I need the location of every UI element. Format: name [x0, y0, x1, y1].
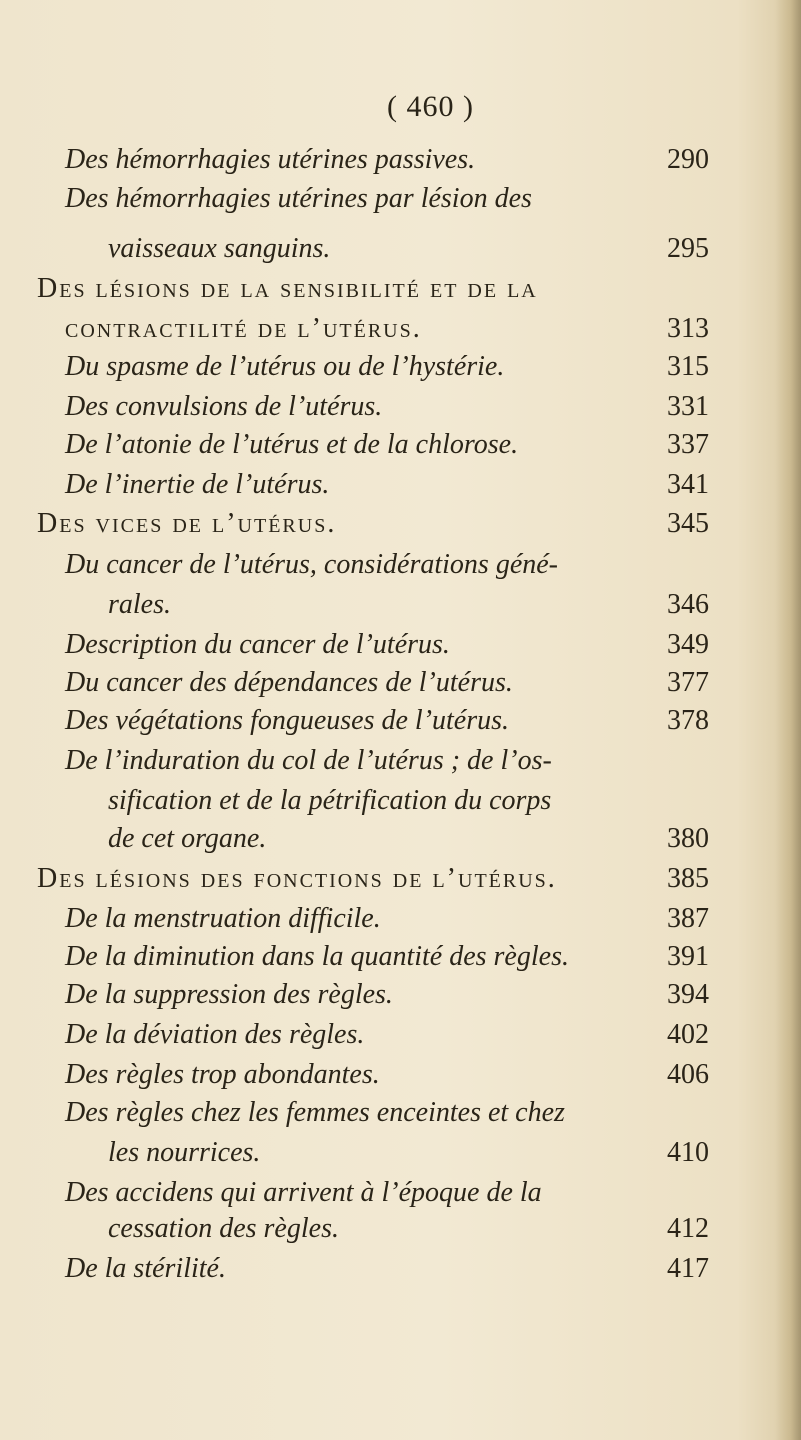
- toc-entry-title: Des règles trop abondantes.: [65, 1059, 380, 1090]
- toc-entry: [0, 666, 801, 700]
- toc-entry-page-number: 406: [667, 1059, 709, 1090]
- toc-entry-page-number: 412: [667, 1213, 709, 1244]
- toc-entry: [0, 1058, 801, 1092]
- toc-entry-title: Des végétations fongueuses de l’utérus.: [65, 705, 510, 736]
- toc-entry-page-number: 290: [667, 144, 709, 175]
- toc-entry-title: Des convulsions de l’utérus.: [65, 391, 383, 422]
- toc-entry-title: Des vices de l’utérus.: [37, 508, 337, 539]
- toc-entry: [0, 1096, 801, 1130]
- toc-entry-page-number: 313: [667, 313, 709, 344]
- toc-entry-title: vaisseaux sanguins.: [108, 233, 331, 264]
- toc-entry-page-number: 385: [667, 863, 709, 894]
- toc-entry: [0, 182, 801, 216]
- toc-entry: [0, 468, 801, 502]
- toc-entry: [0, 902, 801, 936]
- toc-entry-title: Description du cancer de l’utérus.: [65, 629, 450, 660]
- toc-entry-page-number: 387: [667, 903, 709, 934]
- toc-entry-page-number: 295: [667, 233, 709, 264]
- toc-entry: [0, 1212, 801, 1246]
- toc-entry-title: De la déviation des règles.: [65, 1019, 365, 1050]
- toc-entry-page-number: 417: [667, 1253, 709, 1284]
- toc-entry-page-number: 391: [667, 941, 709, 972]
- toc-entry-title: rales.: [108, 589, 171, 620]
- page-number-header: ( 460 ): [387, 90, 474, 123]
- toc-entry-title: Des règles chez les femmes enceintes et chez: [65, 1097, 565, 1128]
- toc-entry: [0, 548, 801, 582]
- toc-entry-title: De la stérilité.: [65, 1253, 226, 1284]
- toc-entry-page-number: 346: [667, 589, 709, 620]
- toc-entry: [0, 704, 801, 738]
- toc-entry-page-number: 377: [667, 667, 709, 698]
- toc-entry-page-number: 380: [667, 823, 709, 854]
- toc-entry-page-number: 345: [667, 508, 709, 539]
- toc-entry: [0, 507, 801, 541]
- toc-entry-page-number: 402: [667, 1019, 709, 1050]
- toc-entry: [0, 784, 801, 818]
- toc-entry-title: contractilité de l’utérus.: [65, 313, 422, 344]
- toc-entry: [0, 862, 801, 896]
- toc-entry-title: De la suppression des règles.: [65, 979, 393, 1010]
- toc-entry: [0, 1252, 801, 1286]
- toc-entry-title: De l’induration du col de l’utérus ; de l’os-: [65, 745, 552, 776]
- toc-entry: [0, 272, 801, 306]
- toc-entry-title: Des hémorrhagies utérines par lésion des: [65, 183, 532, 214]
- toc-entry: [0, 1136, 801, 1170]
- toc-entry: [0, 390, 801, 424]
- toc-entry: [0, 940, 801, 974]
- toc-entry: [0, 232, 801, 266]
- toc-entry-title: Des lésions de la sensibilité et de la: [37, 273, 538, 304]
- toc-entry: [0, 350, 801, 384]
- toc-entry-title: Des hémorrhagies utérines passives.: [65, 144, 476, 175]
- toc-entry: [0, 628, 801, 662]
- toc-entry: [0, 1176, 801, 1210]
- toc-entry: [0, 143, 801, 177]
- toc-entry-title: de cet organe.: [108, 823, 267, 854]
- toc-entry: [0, 588, 801, 622]
- toc-entry-title: De la diminution dans la quantité des règles.: [65, 941, 569, 972]
- toc-entry: [0, 744, 801, 778]
- toc-entry-page-number: 394: [667, 979, 709, 1010]
- toc-entry-page-number: 410: [667, 1137, 709, 1168]
- toc-entry-title: Du cancer de l’utérus, considérations géné-: [65, 549, 558, 580]
- toc-entry-page-number: 315: [667, 351, 709, 382]
- toc-entry-page-number: 331: [667, 391, 709, 422]
- toc-entry: [0, 312, 801, 346]
- toc-entry: [0, 978, 801, 1012]
- toc-entry-title: De l’inertie de l’utérus.: [65, 469, 330, 500]
- toc-entry-title: cessation des règles.: [108, 1213, 339, 1244]
- toc-entry: [0, 428, 801, 462]
- toc-entry-title: sification et de la pétrification du corps: [108, 785, 552, 816]
- toc-entry-page-number: 378: [667, 705, 709, 736]
- toc-entry-page-number: 349: [667, 629, 709, 660]
- toc-entry-page-number: 341: [667, 469, 709, 500]
- toc-entry-title: Des accidens qui arrivent à l’époque de la: [65, 1177, 542, 1208]
- toc-entry-title: les nourrices.: [108, 1137, 261, 1168]
- toc-entry: [0, 1018, 801, 1052]
- toc-entry-title: Des lésions des fonctions de l’utérus.: [37, 863, 557, 894]
- toc-entry-title: De la menstruation difficile.: [65, 903, 381, 934]
- toc-entry-page-number: 337: [667, 429, 709, 460]
- toc-entry-title: Du cancer des dépendances de l’utérus.: [65, 667, 513, 698]
- toc-entry-title: Du spasme de l’utérus ou de l’hystérie.: [65, 351, 505, 382]
- toc-entry: [0, 822, 801, 856]
- toc-entry-title: De l’atonie de l’utérus et de la chlorose.: [65, 429, 519, 460]
